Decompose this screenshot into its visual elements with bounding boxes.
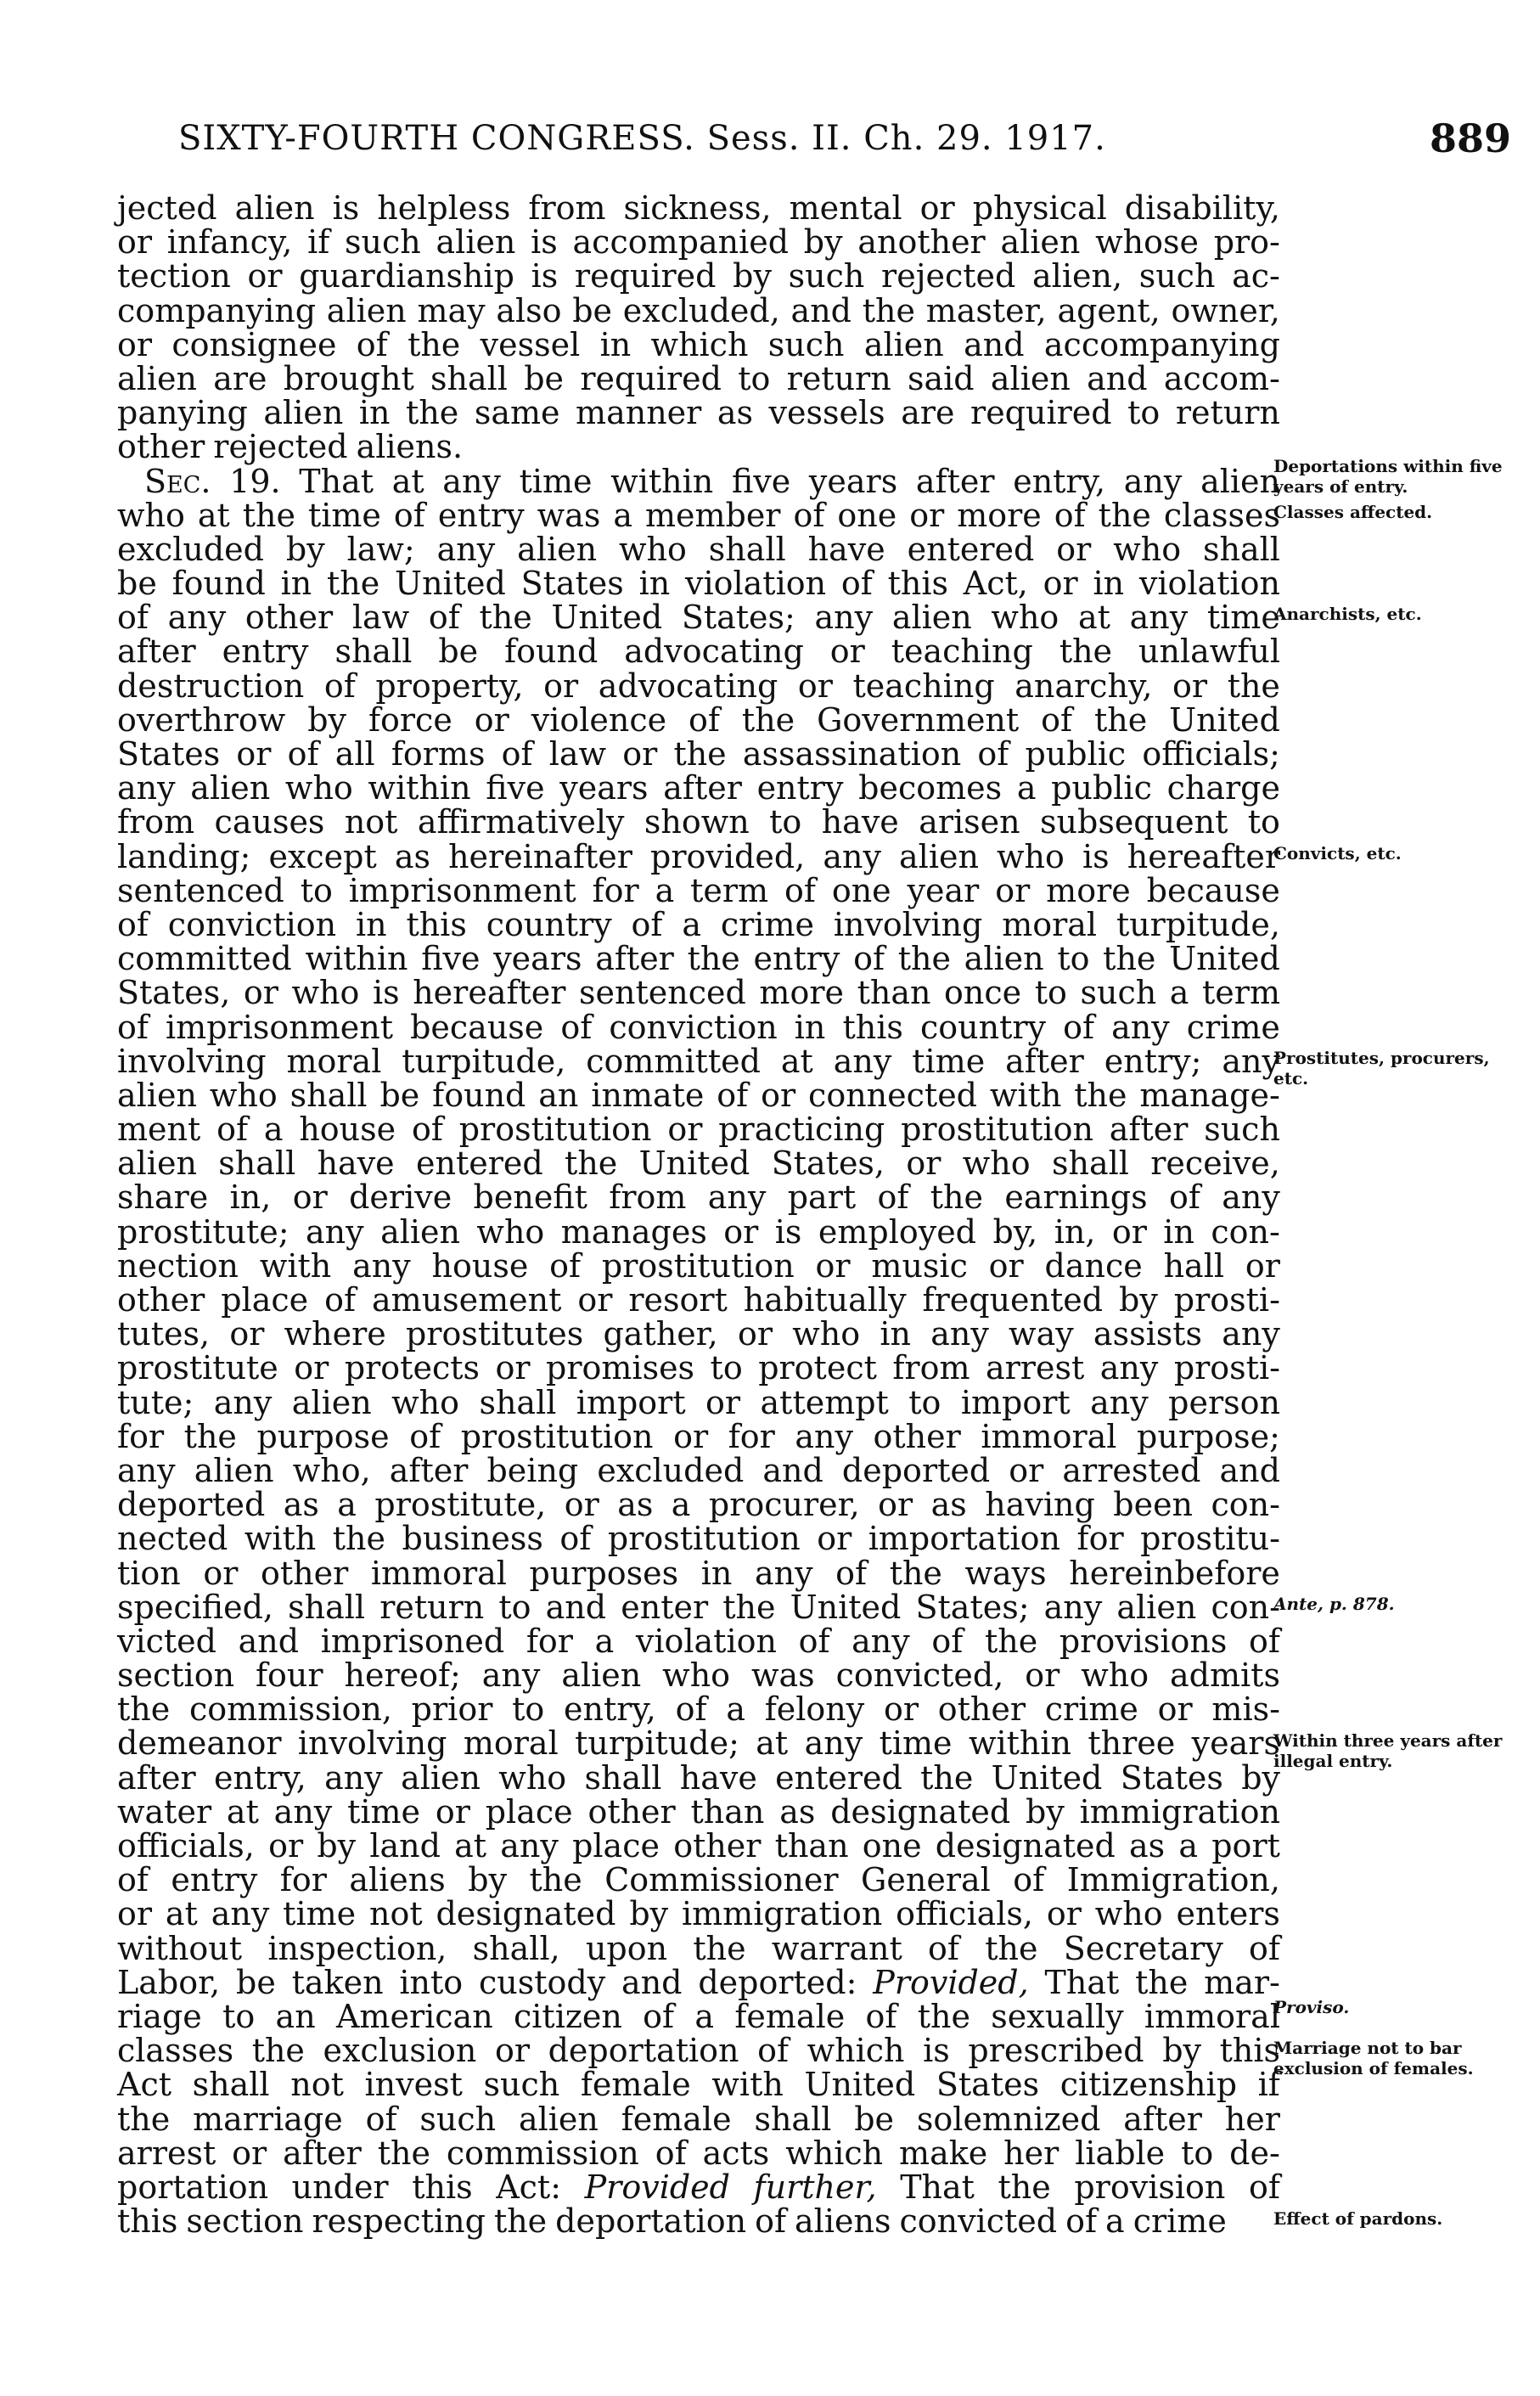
header-title: SIXTY-FOURTH CONGRESS. Sess. II. Ch. 29. 1917. (178, 119, 1106, 158)
text-line: alien who shall be found an inmate of or connected with the manage- (117, 1076, 1280, 1114)
text-line: landing; except as hereinafter provided, any alien who is hereafter (117, 837, 1280, 875)
margin-note: Within three years after illegal entry. (1273, 1730, 1503, 1771)
margin-note: Ante, p. 878. (1273, 1594, 1395, 1615)
text-line: demeanor involving moral turpitude; at any time within three years (117, 1724, 1280, 1763)
text-line: this section respecting the deportation of aliens convicted of a crime (117, 2202, 1227, 2241)
text-line: overthrow by force or violence of the Government of the United (117, 700, 1280, 739)
text-line: after entry shall be found advocating or teaching the unlawful (117, 633, 1280, 671)
text-line: without inspection, shall, upon the warrant of the Secretary of (117, 1929, 1280, 1967)
text-line: of entry for aliens by the Commissioner General of Immigration, (117, 1861, 1280, 1899)
text-line: States, or who is hereafter sentenced more than once to such a term (117, 974, 1280, 1012)
text-line: alien are brought shall be required to return said alien and accom- (117, 359, 1280, 397)
text-line: prostitute; any alien who manages or is employed by, in, or in con- (117, 1212, 1280, 1251)
text-line: ment of a house of prostitution or practicing prostitution after such (117, 1111, 1280, 1149)
text-line: of imprisonment because of conviction in this country of any crime (117, 1008, 1280, 1046)
text-line: of any other law of the United States; any alien who at any time (117, 599, 1280, 637)
text-line: the commission, prior to entry, of a felony or other crime or mis- (117, 1690, 1280, 1729)
text-line: tute; any alien who shall import or attempt to import any person (117, 1383, 1280, 1421)
text-line: arrest or after the commission of acts which make her liable to de- (117, 2134, 1280, 2172)
text-line: jected alien is helpless from sickness, mental or physical disability, (117, 189, 1280, 227)
text-line: for the purpose of prostitution or for any other immoral purpose; (117, 1417, 1280, 1455)
text-line: alien shall have entered the United States, or who shall receive, (117, 1145, 1280, 1183)
text-line: after entry, any alien who shall have entered the United States by (117, 1758, 1280, 1797)
text-line: sentenced to imprisonment for a term of one year or more because (117, 871, 1280, 909)
text-line: panying alien in the same manner as vessels are required to return (117, 394, 1280, 432)
margin-note: Classes affected. (1273, 501, 1433, 522)
margin-note: Effect of pardons. (1273, 2208, 1443, 2229)
text-line: riage to an American citizen of a female of the sexually immoral (117, 1997, 1280, 2035)
text-line: who at the time of entry was a member of one or more of the classes (117, 496, 1280, 534)
text-line: specified, shall return to and enter the United States; any alien con- (117, 1588, 1280, 1626)
text-line: States or of all forms of law or the assassination of public officials; (117, 735, 1280, 773)
text-line: companying alien may also be excluded, and the master, agent, owner, (117, 291, 1280, 329)
text-line: portation under this Act: Provided further, That the provision of (117, 2168, 1280, 2206)
text-line: or at any time not designated by immigration officials, or who enters (117, 1895, 1280, 1933)
text-line: other place of amusement or resort habitually frequented by prosti- (117, 1281, 1280, 1319)
text-line: section four hereof; any alien who was convicted, or who admits (117, 1656, 1280, 1695)
text-line: nection with any house of prostitution or music or dance hall or (117, 1246, 1280, 1285)
text-line: other rejected aliens. (117, 428, 464, 466)
text-line: excluded by law; any alien who shall have entered or who shall (117, 530, 1280, 568)
margin-note: Prostitutes, procurers, etc. (1273, 1048, 1490, 1088)
text-line: any alien who, after being excluded and deported or arrested and (117, 1451, 1280, 1489)
margin-note: Proviso. (1273, 1996, 1350, 2017)
margin-note: Deportations within five years of entry. (1273, 455, 1503, 497)
margin-note: Anarchists, etc. (1273, 604, 1422, 625)
text-line: nected with the business of prostitution or importation for prostitu- (117, 1520, 1280, 1558)
text-line: Act shall not invest such female with United States citizenship if (117, 2066, 1280, 2104)
text-line: tection or guardianship is required by such rejected alien, such ac- (117, 257, 1280, 295)
text-line: water at any time or place other than as designated by immigration (117, 1792, 1280, 1831)
text-line: or consignee of the vessel in which such alien and accompanying (117, 325, 1280, 363)
text-line: tutes, or where prostitutes gather, or who in any way assists any (117, 1315, 1280, 1353)
text-line: prostitute or protects or promises to protect from arrest any prosti- (117, 1349, 1280, 1387)
text-line: destruction of property, or advocating or teaching anarchy, or the (117, 666, 1280, 705)
page-number: 889 (1429, 115, 1511, 161)
text-line: the marriage of such alien female shall be solemnized after her (117, 2100, 1280, 2138)
text-line: committed within five years after the entry of the alien to the United (117, 940, 1280, 978)
text-line: of conviction in this country of a crime involving moral turpitude, (117, 905, 1280, 943)
statute-text (117, 189, 1280, 2241)
text-line: classes the exclusion or deportation of which is prescribed by this (117, 2032, 1280, 2070)
text-line: Labor, be taken into custody and deported: Provided, That the mar- (117, 1963, 1280, 2001)
text-line: victed and imprisoned for a violation of any of the provisions of (117, 1622, 1280, 1660)
text-line: Sec. 19. That at any time within five years after entry, any alien (144, 462, 1280, 500)
text-line: share in, or derive benefit from any part of the earnings of any (117, 1178, 1280, 1217)
text-line: deported as a prostitute, or as a procurer, or as having been con- (117, 1486, 1280, 1524)
text-line: or infancy, if such alien is accompanied by another alien whose pro- (117, 223, 1280, 262)
text-line: involving moral turpitude, committed at any time after entry; any (117, 1042, 1280, 1080)
text-line: be found in the United States in violation of this Act, or in violation (117, 565, 1280, 603)
margin-note: Marriage not to bar exclusion of females. (1273, 2037, 1474, 2078)
running-header (178, 115, 1511, 170)
text-line: tion or other immoral purposes in any of the ways hereinbefore (117, 1554, 1280, 1592)
text-line: officials, or by land at any place other than one designated as a port (117, 1827, 1280, 1864)
text-line: from causes not affirmatively shown to have arisen subsequent to (117, 803, 1280, 841)
text-line: any alien who within five years after entry becomes a public charge (117, 769, 1280, 807)
margin-note: Convicts, etc. (1273, 842, 1402, 863)
